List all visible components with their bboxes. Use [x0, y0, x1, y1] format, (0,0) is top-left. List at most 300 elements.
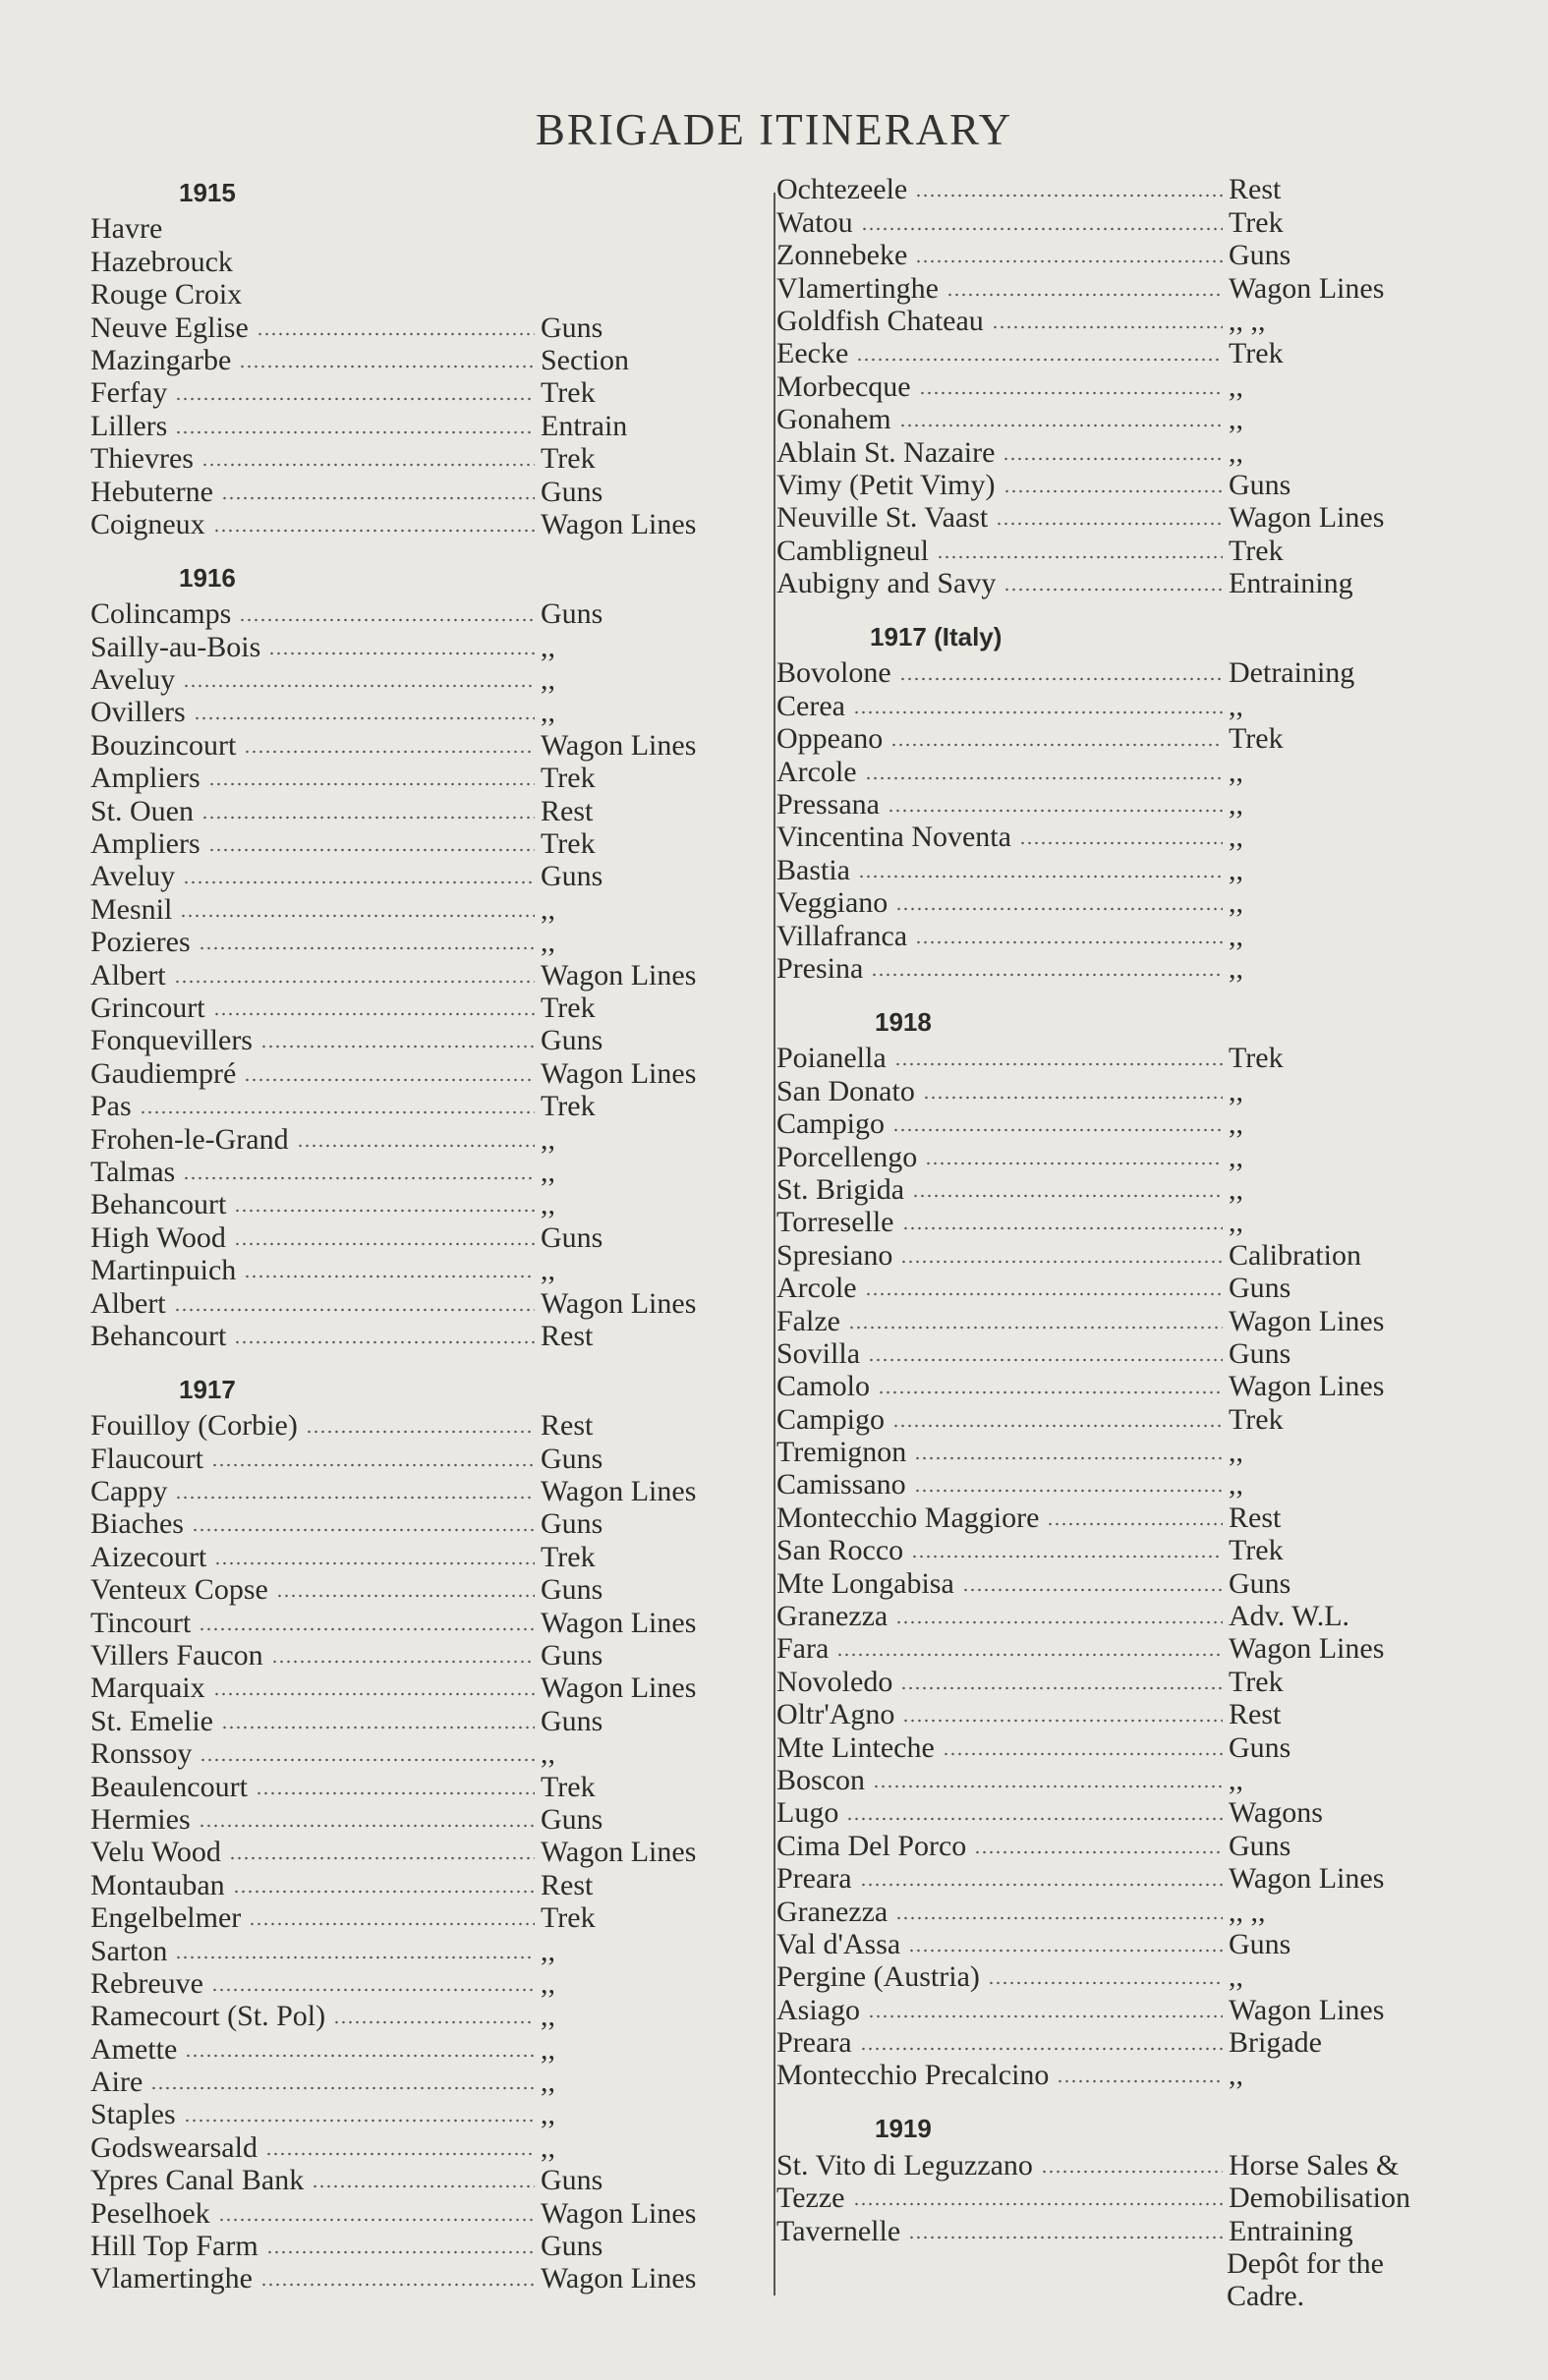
place-name: Tezze	[776, 2182, 845, 2215]
itinerary-row	[776, 1173, 1455, 1206]
activity: Wagon Lines	[541, 958, 697, 992]
activity: Adv. W.L.	[1229, 1600, 1350, 1633]
dot-leader	[208, 848, 535, 852]
activity: Trek	[1229, 337, 1284, 370]
itinerary-row	[776, 1928, 1455, 1960]
activity: Rest	[1229, 1698, 1282, 1731]
dot-leader	[244, 1275, 535, 1278]
dot-leader	[1003, 489, 1223, 493]
place-name: Fouilloy (Corbie)	[90, 1409, 298, 1443]
itinerary-row	[776, 1107, 1455, 1140]
place-name: Campigo	[776, 1402, 885, 1436]
activity: Rest	[541, 1319, 594, 1352]
itinerary-row	[90, 1836, 759, 1868]
itinerary-row	[90, 1803, 759, 1836]
place-name: St. Ouen	[90, 794, 194, 827]
itinerary-row	[776, 1862, 1455, 1895]
itinerary-row	[90, 1737, 759, 1770]
activity: Guns	[541, 597, 603, 631]
dot-leader	[249, 1922, 535, 1926]
dot-leader	[201, 463, 535, 467]
place-name: St. Brigida	[776, 1172, 905, 1206]
dot-leader	[234, 1209, 535, 1213]
dot-leader	[919, 391, 1223, 395]
activity: Demobilisation	[1229, 2182, 1410, 2215]
place-name: Campigo	[776, 1107, 885, 1141]
dot-leader	[900, 1260, 1223, 1264]
dot-leader	[962, 1588, 1223, 1592]
itinerary-row	[90, 1639, 759, 1672]
activity: Entrain	[541, 409, 628, 442]
itinerary-row	[90, 1024, 759, 1056]
place-name: Novoledo	[776, 1665, 893, 1698]
activity: Wagon Lines	[541, 2196, 697, 2230]
dot-leader	[860, 1883, 1223, 1887]
itinerary-row	[90, 2262, 759, 2295]
itinerary-row	[90, 1286, 759, 1319]
place-name: Velu Wood	[90, 1836, 221, 1869]
activity: Guns	[1229, 1272, 1291, 1305]
itinerary-row	[776, 369, 1455, 402]
place-name: Vimy (Petit Vimy)	[776, 468, 996, 501]
place-name: Villafranca	[776, 919, 908, 952]
activity: Wagon Lines	[1229, 1370, 1385, 1403]
place-name: Oltr'Agno	[776, 1698, 895, 1731]
dot-leader	[211, 1988, 535, 1992]
itinerary-row	[90, 1967, 759, 2000]
itinerary-row	[90, 892, 759, 925]
place-name: Preara	[776, 2026, 852, 2060]
itinerary-row	[90, 663, 759, 696]
place-name: Thievres	[90, 442, 194, 476]
dot-leader	[271, 1660, 535, 1664]
activity: Guns	[541, 1704, 603, 1737]
dot-leader	[878, 1390, 1223, 1394]
activity: ,,	[1229, 403, 1243, 436]
itinerary-row	[776, 1468, 1455, 1501]
activity: Guns	[541, 1639, 603, 1672]
place-name: Hermies	[90, 1802, 191, 1836]
dot-leader	[213, 1692, 535, 1696]
place-name: Aveluy	[90, 663, 176, 697]
activity: ,,	[541, 2000, 555, 2033]
itinerary-row	[90, 597, 759, 630]
place-name: Pressana	[776, 788, 880, 822]
place-name: Godswearsald	[90, 2130, 258, 2164]
place-name: Martinpuich	[90, 1254, 237, 1287]
activity: ,,	[1229, 853, 1243, 886]
place-name: Bovolone	[776, 656, 891, 690]
itinerary-row	[776, 1337, 1455, 1370]
activity: ,,	[1229, 1960, 1243, 1994]
itinerary-row	[776, 722, 1455, 755]
place-name: Ablain St. Nazaire	[776, 435, 996, 469]
place-name: Engelbelmer	[90, 1901, 242, 1935]
dot-leader	[214, 1561, 535, 1565]
dot-leader	[174, 1308, 535, 1312]
place-name: Gaudiempré	[90, 1056, 237, 1090]
dot-leader	[992, 325, 1223, 329]
place-name: Mte Linteche	[776, 1730, 935, 1764]
dot-leader	[895, 1916, 1223, 1920]
activity: Trek	[1229, 205, 1284, 239]
dot-leader	[184, 2119, 535, 2123]
dot-leader	[239, 618, 535, 622]
activity: Trek	[541, 827, 596, 861]
place-name: Cima Del Porco	[776, 1829, 967, 1862]
activity: Wagon Lines	[541, 728, 697, 762]
place-name: Montauban	[90, 1868, 225, 1901]
activity: ,,	[1229, 1140, 1243, 1173]
dot-leader	[996, 522, 1223, 526]
place-name: Ampliers	[90, 762, 201, 795]
activity: ,,	[541, 892, 555, 926]
place-name: Ramecourt (St. Pol)	[90, 2000, 326, 2033]
activity: Trek	[1229, 1402, 1284, 1436]
activity: Wagon Lines	[1229, 1862, 1385, 1896]
year-heading: 1917	[179, 1374, 236, 1404]
dot-leader	[1003, 457, 1223, 461]
place-name: San Donato	[776, 1074, 915, 1107]
itinerary-row	[776, 952, 1455, 985]
activity: Rest	[1229, 1501, 1282, 1534]
itinerary-row	[776, 1304, 1455, 1336]
dot-leader	[1047, 1522, 1223, 1526]
dot-leader	[912, 1194, 1223, 1198]
activity: Guns	[541, 1024, 603, 1057]
dot-leader	[846, 1817, 1223, 1821]
dot-leader	[888, 809, 1223, 813]
dot-leader	[201, 816, 535, 820]
dot-leader	[858, 875, 1223, 878]
itinerary-row	[776, 656, 1455, 689]
dot-leader	[265, 2152, 535, 2156]
dot-leader	[911, 1555, 1223, 1558]
itinerary-row	[90, 475, 759, 507]
activity: Entraining	[1229, 567, 1353, 600]
activity: Wagon Lines	[541, 1672, 697, 1705]
place-name: Biaches	[90, 1507, 184, 1541]
place-name: Hill Top Farm	[90, 2230, 258, 2263]
place-name: Colincamps	[90, 597, 232, 631]
place-name: Aveluy	[90, 860, 176, 893]
itinerary-row	[90, 2130, 759, 2163]
place-name: High Wood	[90, 1220, 226, 1254]
dot-leader	[908, 1949, 1223, 1953]
itinerary-row	[90, 1090, 759, 1122]
activity: ,,	[1229, 2059, 1243, 2092]
activity: Trek	[541, 1770, 596, 1803]
activity: Wagon Lines	[541, 1286, 697, 1320]
place-name: Cappy	[90, 1475, 168, 1508]
dot-leader	[221, 496, 535, 500]
activity: Guns	[1229, 1730, 1291, 1764]
place-name: Eecke	[776, 337, 849, 370]
place-name: Neuville St. Vaast	[776, 501, 989, 535]
dot-leader	[244, 750, 535, 754]
place-name: Oppeano	[776, 722, 884, 756]
activity: Trek	[541, 442, 596, 476]
place-name: Torreselle	[776, 1206, 894, 1239]
activity: Wagon Lines	[541, 1606, 697, 1639]
activity: Wagon Lines	[1229, 1304, 1385, 1337]
itinerary-row	[90, 1507, 759, 1540]
itinerary-row	[776, 1895, 1455, 1927]
place-name: Morbecque	[776, 369, 911, 403]
place-name: Granezza	[776, 1895, 889, 1928]
dot-leader	[234, 1340, 535, 1344]
itinerary-row	[90, 278, 759, 311]
itinerary-row	[776, 469, 1455, 501]
place-name: Pergine (Austria)	[776, 1960, 980, 1994]
place-name: Cambligneul	[776, 534, 929, 567]
place-name: Granezza	[776, 1600, 889, 1633]
dot-leader	[297, 1144, 535, 1148]
activity: ,,	[1229, 886, 1243, 920]
dot-leader	[890, 743, 1223, 747]
dot-leader	[902, 1719, 1223, 1723]
activity: ,,	[541, 1966, 555, 2000]
place-name: Ampliers	[90, 827, 201, 861]
place-name: Veggiano	[776, 886, 889, 920]
itinerary-row	[90, 376, 759, 409]
itinerary-row	[90, 1770, 759, 1802]
place-name: Rouge Croix	[90, 278, 243, 312]
place-name: Sarton	[90, 1934, 168, 1967]
itinerary-row	[776, 435, 1455, 468]
dot-leader	[333, 2020, 535, 2024]
activity: Wagon Lines	[541, 1056, 697, 1090]
itinerary-row	[776, 1370, 1455, 1402]
place-name: Ronssoy	[90, 1737, 193, 1771]
dot-leader	[260, 2283, 535, 2287]
dot-leader	[306, 1430, 535, 1434]
itinerary-row	[90, 1475, 759, 1507]
itinerary-row	[90, 2066, 759, 2098]
itinerary-row	[90, 1122, 759, 1155]
dot-leader	[892, 1128, 1223, 1132]
activity: Section	[541, 343, 629, 376]
activity: Trek	[541, 991, 596, 1024]
activity: Guns	[1229, 468, 1291, 501]
year-heading: 1919	[875, 2114, 932, 2144]
itinerary-row	[776, 1600, 1455, 1632]
dot-leader	[183, 880, 535, 884]
itinerary-row	[776, 689, 1455, 721]
place-name: Sovilla	[776, 1336, 861, 1370]
dot-leader	[266, 2250, 535, 2254]
itinerary-row	[90, 1320, 759, 1352]
activity: Guns	[541, 1442, 603, 1475]
dot-leader	[221, 1726, 535, 1729]
dot-leader	[895, 907, 1223, 911]
dot-leader	[174, 980, 535, 984]
place-name: Beaulencourt	[90, 1770, 248, 1803]
dot-leader	[856, 358, 1223, 362]
year-heading: 1916	[179, 562, 236, 593]
itinerary-row	[90, 2230, 759, 2262]
activity: Trek	[541, 1901, 596, 1935]
itinerary-row	[90, 245, 759, 277]
activity: Trek	[1229, 1042, 1284, 1075]
dot-leader	[241, 266, 535, 270]
itinerary-row	[90, 1573, 759, 1606]
place-name: Villers Faucon	[90, 1639, 263, 1672]
itinerary-row	[776, 821, 1455, 853]
dot-leader	[923, 1096, 1223, 1100]
activity-continuation: Depôt for the	[1227, 2246, 1384, 2280]
activity: ,,	[1229, 919, 1243, 952]
place-name: Frohen-le-Grand	[90, 1122, 289, 1156]
itinerary-row	[776, 1501, 1455, 1533]
place-name: Mte Longabisa	[776, 1566, 954, 1600]
itinerary-row	[90, 1901, 759, 1934]
activity: ,,	[1229, 1172, 1243, 1206]
dot-leader	[199, 1627, 535, 1631]
dot-leader	[853, 2202, 1224, 2206]
dot-leader	[268, 652, 535, 655]
itinerary-row	[90, 409, 759, 441]
place-name: Presina	[776, 951, 864, 985]
itinerary-row	[776, 1566, 1455, 1599]
activity: Wagon Lines	[1229, 1632, 1385, 1666]
itinerary-row	[776, 886, 1455, 919]
dot-leader	[915, 194, 1223, 198]
activity: ,,	[541, 2066, 555, 2099]
place-name: Albert	[90, 958, 166, 992]
place-name: Flaucourt	[90, 1442, 203, 1475]
activity: Guns	[541, 1573, 603, 1607]
itinerary-row	[90, 1254, 759, 1286]
activity: Trek	[541, 376, 596, 410]
dot-leader	[233, 1890, 535, 1894]
dot-leader	[925, 1162, 1223, 1165]
dot-leader	[868, 1358, 1223, 1362]
itinerary-row	[90, 1704, 759, 1736]
column-divider	[774, 193, 775, 2295]
dot-leader	[943, 1752, 1223, 1756]
place-name: Talmas	[90, 1155, 176, 1188]
activity: Guns	[541, 2230, 603, 2263]
dot-leader	[250, 299, 535, 303]
itinerary-row	[90, 2098, 759, 2130]
dot-leader	[185, 2054, 535, 2058]
place-name: Aire	[90, 2066, 143, 2099]
place-name: Behancourt	[90, 1188, 227, 1221]
place-name: Fonquevillers	[90, 1024, 253, 1057]
dot-leader	[276, 1594, 535, 1598]
itinerary-row	[776, 919, 1455, 951]
place-name: Lillers	[90, 409, 168, 442]
activity: ,,	[541, 1737, 555, 1771]
place-name: Pozieres	[90, 926, 191, 959]
activity: ,,	[1229, 951, 1243, 985]
itinerary-row	[776, 173, 1455, 205]
itinerary-row	[776, 271, 1455, 304]
itinerary-row	[90, 1868, 759, 1900]
itinerary-row	[776, 1436, 1455, 1468]
itinerary-row	[776, 1960, 1455, 1993]
dot-leader	[239, 365, 535, 368]
dot-leader	[915, 259, 1223, 263]
activity: Brigade	[1229, 2026, 1322, 2060]
place-name: Fara	[776, 1632, 830, 1666]
place-name: Tavernelle	[776, 2214, 901, 2247]
activity: ,,	[541, 2098, 555, 2131]
dot-leader	[861, 227, 1223, 231]
itinerary-row	[776, 567, 1455, 599]
dot-leader	[853, 710, 1223, 714]
activity: ,,	[1229, 1468, 1243, 1502]
place-name: Havre	[90, 212, 163, 246]
activity: ,,	[1229, 1107, 1243, 1141]
itinerary-row	[776, 1796, 1455, 1829]
place-name: Aubigny and Savy	[776, 567, 997, 600]
dot-leader	[865, 1292, 1223, 1296]
dot-leader	[208, 782, 535, 786]
itinerary-row	[90, 1056, 759, 1089]
place-name: Falze	[776, 1304, 840, 1337]
itinerary-row	[90, 311, 759, 343]
place-name: Venteux Copse	[90, 1573, 268, 1607]
itinerary-row	[776, 788, 1455, 821]
itinerary-row	[776, 1730, 1455, 1763]
dot-leader	[200, 1758, 535, 1762]
dot-leader	[260, 1045, 535, 1048]
itinerary-row	[776, 1698, 1455, 1730]
activity: ,,	[1229, 435, 1243, 469]
dot-leader	[213, 529, 535, 533]
dot-leader	[170, 233, 535, 237]
place-name: Ferfay	[90, 376, 168, 410]
itinerary-row	[90, 1672, 759, 1704]
place-name: Val d'Assa	[776, 1927, 901, 1960]
dot-leader	[218, 2218, 535, 2222]
itinerary-row	[90, 508, 759, 540]
activity: Rest	[1229, 173, 1282, 206]
activity: Guns	[541, 311, 603, 344]
dot-leader	[902, 1226, 1223, 1230]
dot-leader	[175, 1496, 535, 1500]
itinerary-row	[90, 860, 759, 892]
activity: ,,	[1229, 821, 1243, 854]
itinerary-row	[90, 728, 759, 761]
activity: Trek	[541, 1540, 596, 1573]
dot-leader	[312, 2184, 535, 2188]
dot-leader	[180, 914, 535, 918]
place-name: Albert	[90, 1286, 166, 1320]
activity: Detraining	[1229, 656, 1355, 690]
itinerary-row	[90, 2164, 759, 2196]
itinerary-row	[90, 794, 759, 826]
page-title: BRIGADE ITINERARY	[535, 105, 1013, 154]
dot-leader	[234, 1242, 535, 1246]
dot-leader	[836, 1653, 1223, 1657]
itinerary-row	[776, 337, 1455, 369]
place-name: Marquaix	[90, 1672, 205, 1705]
left-column	[90, 173, 759, 2295]
place-name: Gonahem	[776, 403, 891, 436]
itinerary-row	[776, 1402, 1455, 1435]
dot-leader	[256, 1791, 535, 1795]
itinerary-row	[90, 2000, 759, 2032]
itinerary-row	[776, 1632, 1455, 1665]
activity: ,,	[1229, 1206, 1243, 1239]
itinerary-row	[90, 212, 759, 245]
itinerary-row	[90, 696, 759, 728]
place-name: Pas	[90, 1090, 132, 1123]
activity: ,,	[541, 1122, 555, 1156]
